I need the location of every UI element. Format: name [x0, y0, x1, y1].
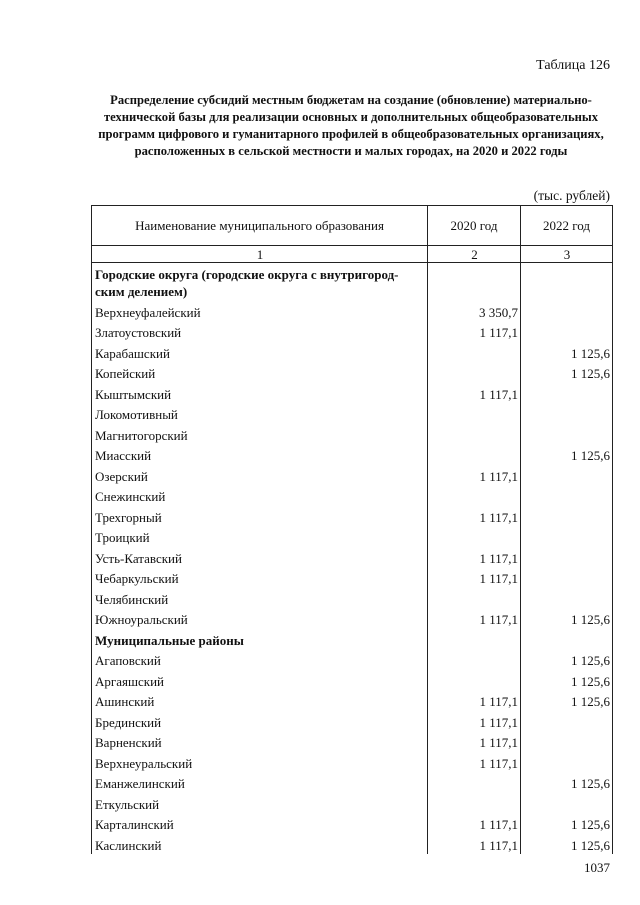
value-2020-cell: 1 117,1: [428, 731, 521, 752]
table-row: [92, 321, 613, 342]
value-2022-cell: [521, 526, 613, 547]
table-row: [92, 362, 613, 383]
value-2020-cell: 1 117,1: [428, 505, 521, 526]
table-row: [92, 772, 613, 793]
municipality-name-cell: Чебаркульский: [92, 567, 428, 588]
column-number-1: 1: [92, 246, 428, 263]
value-2022-cell: [521, 464, 613, 485]
column-number-row: [92, 246, 613, 263]
value-2022-cell: [521, 263, 613, 301]
value-2020-cell: 1 117,1: [428, 464, 521, 485]
municipality-name-cell: Трехгорный: [92, 505, 428, 526]
value-2020-cell: 1 117,1: [428, 813, 521, 834]
header-2022: 2022 год: [521, 206, 613, 246]
value-2020-cell: [428, 485, 521, 506]
municipality-name-cell: Агаповский: [92, 649, 428, 670]
municipality-name-cell: Златоустовский: [92, 321, 428, 342]
table-row: [92, 690, 613, 711]
municipality-name-cell: Каслинский: [92, 833, 428, 854]
table-row: [92, 505, 613, 526]
value-2020-cell: [428, 669, 521, 690]
value-2022-cell: [521, 710, 613, 731]
value-2022-cell: 1 125,6: [521, 833, 613, 854]
value-2022-cell: [521, 546, 613, 567]
table-row: [92, 444, 613, 465]
value-2020-cell: [428, 526, 521, 547]
document-title: Распределение субсидий местным бюджетам на создание (обновление) материально-технической базы для реализации основных и дополнительных общеобразовательных программ цифрового и гуманитарного профилей в общеобразовательных организациях, расположенных в сельской местности и малых городах, на 2020 и 2022 годы: [98, 93, 604, 158]
municipality-name-cell: Верхнеуральский: [92, 751, 428, 772]
table-row: [92, 423, 613, 444]
municipality-name-cell: Магнитогорский: [92, 423, 428, 444]
municipality-name-cell: Еманжелинский: [92, 772, 428, 793]
table-row: [92, 649, 613, 670]
value-2022-cell: [521, 485, 613, 506]
value-2020-cell: [428, 423, 521, 444]
value-2022-cell: [521, 731, 613, 752]
value-2020-cell: [428, 628, 521, 649]
municipality-name-cell: Городские округа (городские округа с внутригород-ским делением): [92, 263, 428, 301]
municipality-name-cell: Муниципальные районы: [92, 628, 428, 649]
section-header-row: [92, 628, 613, 649]
value-2020-cell: [428, 362, 521, 383]
table-row: [92, 813, 613, 834]
value-2022-cell: [521, 321, 613, 342]
table-header-row: [92, 206, 613, 246]
value-2020-cell: 1 117,1: [428, 546, 521, 567]
municipality-name-cell: Копейский: [92, 362, 428, 383]
municipality-name-cell: Челябинский: [92, 587, 428, 608]
header-municipality: Наименование муниципального образования: [92, 206, 428, 246]
table-row: [92, 526, 613, 547]
table-row: [92, 567, 613, 588]
municipality-name-cell: Миасский: [92, 444, 428, 465]
municipality-name-cell: Усть-Катавский: [92, 546, 428, 567]
subsidy-table: [91, 205, 613, 854]
value-2020-cell: 1 117,1: [428, 751, 521, 772]
value-2020-cell: 1 117,1: [428, 833, 521, 854]
value-2022-cell: [521, 382, 613, 403]
value-2022-cell: [521, 628, 613, 649]
value-2020-cell: 1 117,1: [428, 608, 521, 629]
value-2022-cell: 1 125,6: [521, 362, 613, 383]
value-2022-cell: 1 125,6: [521, 608, 613, 629]
table-label: Таблица 126: [536, 58, 610, 73]
table-row: [92, 382, 613, 403]
municipality-name-cell: Ашинский: [92, 690, 428, 711]
municipality-name-cell: Брединский: [92, 710, 428, 731]
municipality-name-cell: Снежинский: [92, 485, 428, 506]
value-2020-cell: [428, 792, 521, 813]
table-row: [92, 751, 613, 772]
value-2020-cell: 1 117,1: [428, 382, 521, 403]
value-2022-cell: [521, 423, 613, 444]
table-row: [92, 731, 613, 752]
table-row: [92, 546, 613, 567]
value-2020-cell: [428, 403, 521, 424]
value-2022-cell: [521, 792, 613, 813]
value-2020-cell: 1 117,1: [428, 710, 521, 731]
value-2020-cell: [428, 341, 521, 362]
municipality-name-cell: Еткульский: [92, 792, 428, 813]
value-2022-cell: 1 125,6: [521, 444, 613, 465]
value-2020-cell: [428, 263, 521, 301]
column-number-2: 2: [428, 246, 521, 263]
value-2022-cell: 1 125,6: [521, 690, 613, 711]
table-row: [92, 403, 613, 424]
municipality-name-cell: Локомотивный: [92, 403, 428, 424]
municipality-name-cell: Аргаяшский: [92, 669, 428, 690]
value-2022-cell: [521, 751, 613, 772]
value-2022-cell: 1 125,6: [521, 649, 613, 670]
table-row: [92, 485, 613, 506]
units-note: (тыс. рублей): [533, 188, 610, 203]
table-row: [92, 587, 613, 608]
table-row: [92, 710, 613, 731]
municipality-name-cell: Южноуральский: [92, 608, 428, 629]
municipality-name-cell: Кыштымский: [92, 382, 428, 403]
value-2022-cell: 1 125,6: [521, 669, 613, 690]
value-2022-cell: [521, 587, 613, 608]
municipality-name-cell: Верхнеуфалейский: [92, 300, 428, 321]
column-number-3: 3: [521, 246, 613, 263]
municipality-name-cell: Озерский: [92, 464, 428, 485]
table-row: [92, 792, 613, 813]
value-2022-cell: 1 125,6: [521, 813, 613, 834]
value-2020-cell: 1 117,1: [428, 690, 521, 711]
value-2020-cell: [428, 587, 521, 608]
table-row: [92, 341, 613, 362]
municipality-name-cell: Троицкий: [92, 526, 428, 547]
table-row: [92, 833, 613, 854]
municipality-name-cell: Варненский: [92, 731, 428, 752]
value-2020-cell: [428, 772, 521, 793]
table-row: [92, 669, 613, 690]
value-2022-cell: [521, 567, 613, 588]
section-header-row: [92, 263, 613, 301]
table-row: [92, 300, 613, 321]
municipality-name-cell: Карабашский: [92, 341, 428, 362]
page-number: 1037: [584, 860, 610, 875]
value-2020-cell: 1 117,1: [428, 567, 521, 588]
value-2022-cell: 1 125,6: [521, 772, 613, 793]
value-2022-cell: [521, 300, 613, 321]
header-2020: 2020 год: [428, 206, 521, 246]
value-2022-cell: [521, 403, 613, 424]
municipality-name-cell: Карталинский: [92, 813, 428, 834]
value-2022-cell: [521, 505, 613, 526]
value-2020-cell: 3 350,7: [428, 300, 521, 321]
value-2020-cell: 1 117,1: [428, 321, 521, 342]
value-2020-cell: [428, 649, 521, 670]
table-row: [92, 608, 613, 629]
table-row: [92, 464, 613, 485]
value-2020-cell: [428, 444, 521, 465]
value-2022-cell: 1 125,6: [521, 341, 613, 362]
